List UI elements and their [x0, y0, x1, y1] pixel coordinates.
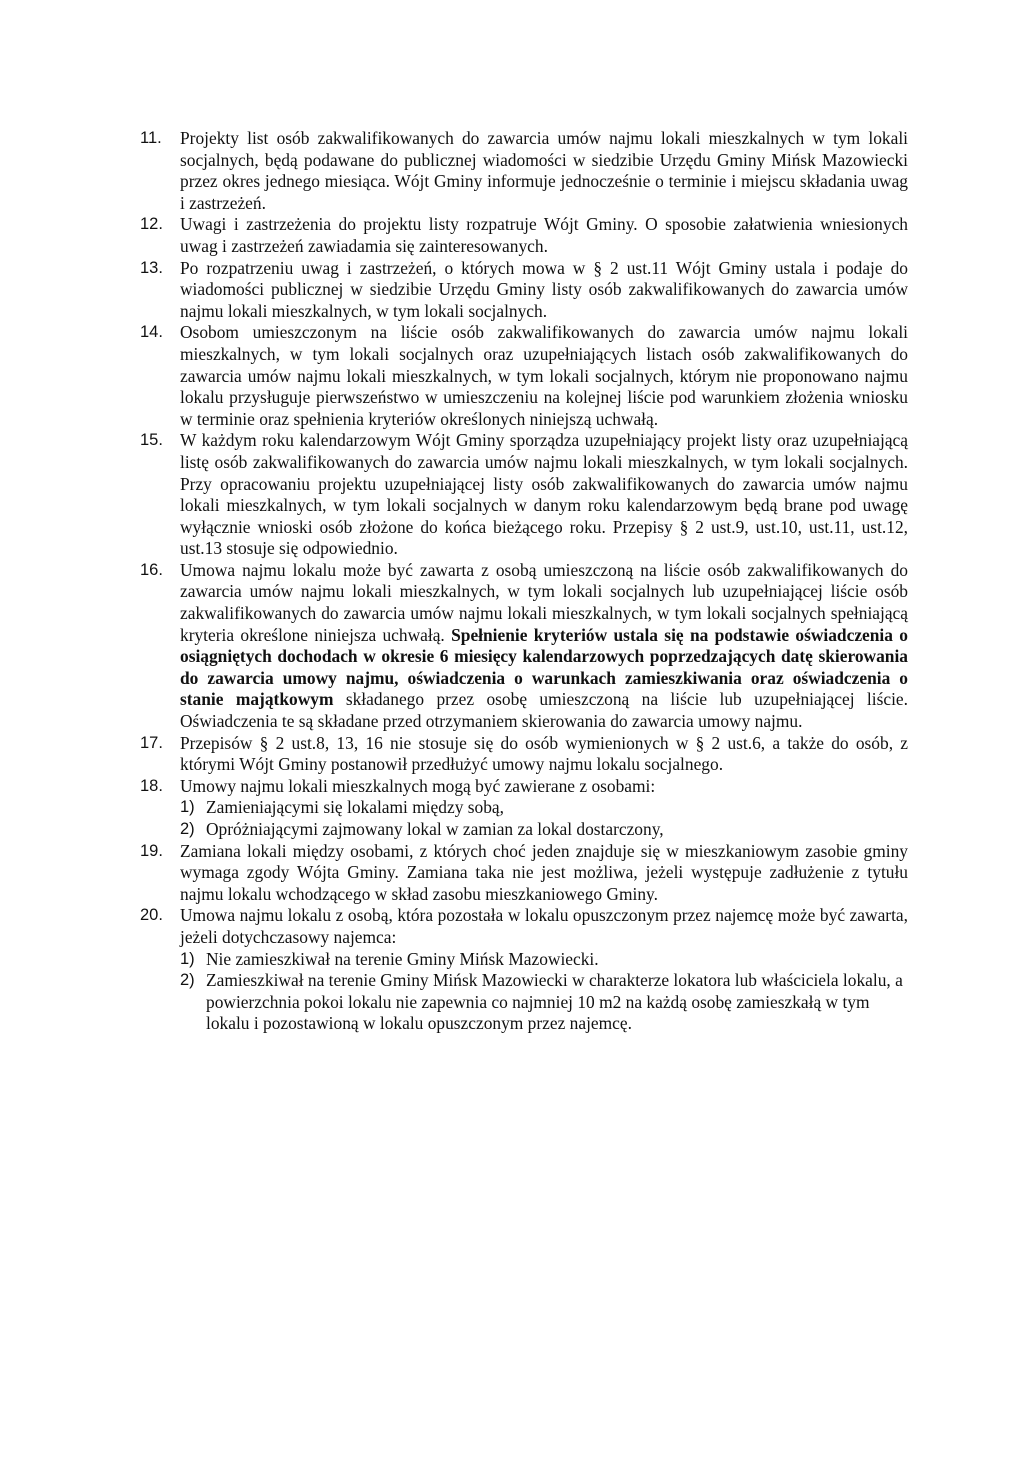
- point-text: Zamieszkiwał na terenie Gminy Mińsk Mazowiecki w charakterze lokatora lub właściciela lokalu, a powierzchnia pokoi lokalu nie zapewnia co najmniej 10 m2 na każdą osobę zamieszkałą w tym lokalu i pozostawioną w lokalu opuszczonym przez najemcę.: [206, 970, 903, 1034]
- paragraph-18-point-2: [140, 819, 908, 841]
- point-text: Opróżniającymi zajmowany lokal w zamian za lokal dostarczony,: [206, 819, 664, 839]
- paragraph-text: Zamiana lokali między osobami, z których choć jeden znajduje się w mieszkaniowym zasobie gminy wymaga zgody Wójta Gminy. Zamiana taka nie jest możliwa, jeżeli występuje zadłużenie z tytułu najmu lokalu wchodzącego w skład zasobu mieszkaniowego Gminy.: [180, 840, 908, 904]
- paragraph-number: 13.: [140, 258, 163, 277]
- paragraph-text: Umowy najmu lokali mieszkalnych mogą być zawierane z osobami:: [180, 775, 656, 796]
- paragraph-text-continued: składanego przez osobę umieszczoną na liście lub uzupełniającej liście. Oświadczenia te są składane przed otrzymaniem skierowania do zawarcia umowy najmu.: [180, 689, 908, 732]
- paragraph-number: 14.: [140, 323, 163, 342]
- paragraph-text: Osobom umieszczonym na liście osób zakwalifikowanych do zawarcia umów najmu lokali mieszkalnych, w tym lokali socjalnych oraz uzupełniających listach osób zakwalifikowanych do zawarcia umów najmu lokali mieszkalnych, w tym lokali socjalnych, którym nie proponowano najmu lokalu przysługuje pierwszeństwo w umieszczeniu na kolejnej liście pod warunkiem złożenia wniosku w terminie oraz spełnienia kryteriów określonych niniejszą uchwałą.: [180, 322, 908, 429]
- paragraph-text: Projekty list osób zakwalifikowanych do zawarcia umów najmu lokali mieszkalnych w tym lokali socjalnych, będą podawane do publicznej wiadomości w siedzibie Urzędu Gminy Mińsk Mazowiecki przez okres jednego miesiąca. Wójt Gminy informuje jednocześnie o terminie i miejscu składania uwag i zastrzeżeń.: [180, 128, 908, 213]
- point-text: Zamieniającymi się lokalami między sobą,: [206, 797, 504, 818]
- paragraph-18: [140, 776, 908, 798]
- paragraph-19: [140, 841, 908, 906]
- paragraph-15: [140, 430, 908, 560]
- paragraph-17: [140, 733, 908, 776]
- paragraph-number: 12.: [140, 215, 163, 234]
- paragraph-number: 20.: [140, 906, 163, 925]
- paragraph-text: Po rozpatrzeniu uwag i zastrzeżeń, o których mowa w § 2 ust.11 Wójt Gminy ustala i podaje do wiadomości publicznej w siedzibie Urzędu Gminy listy osób zakwalifikowanych do zawarcia umów najmu lokali mieszkalnych, w tym lokali socjalnych.: [180, 257, 908, 321]
- paragraph-18-point-1: [140, 797, 908, 819]
- point-number: 1): [180, 798, 195, 817]
- paragraph-20: [140, 905, 908, 948]
- paragraph-text: W każdym roku kalendarzowym Wójt Gminy sporządza uzupełniający projekt listy oraz uzupełniającą listę osób zakwalifikowanych do zawarcia umów najmu lokali mieszkalnych, w tym lokali socjalnych. Przy opracowaniu projektu uzupełniającej listy osób zakwalifikowanych do zawarcia umów najmu lokali mieszkalnych, w tym lokali socjalnych w danym roku kalendarzowym będą brane pod uwagę wyłącznie wnioski osób złożone do końca bieżącego roku. Przepisy § 2 ust.9, ust.10, ust.11, ust.12, ust.13 stosuje się odpowiednio.: [180, 430, 908, 559]
- paragraph-11: [140, 128, 908, 214]
- paragraph-20-point-2: [140, 970, 908, 1035]
- paragraph-text: Umowa najmu lokalu z osobą, która pozostała w lokalu opuszczonym przez najemcę może być zawarta, jeżeli dotychczasowy najemca:: [180, 905, 908, 947]
- paragraph-number: 17.: [140, 733, 163, 752]
- paragraph-number: 11.: [140, 129, 162, 147]
- paragraph-16: [140, 560, 908, 733]
- paragraph-14: [140, 322, 908, 430]
- paragraph-13: [140, 258, 908, 323]
- paragraph-number: 18.: [140, 776, 163, 795]
- paragraph-20-point-1: [140, 949, 908, 971]
- point-number: 2): [180, 820, 195, 838]
- paragraph-number: 15.: [140, 431, 163, 450]
- point-text: Nie zamieszkiwał na terenie Gminy Mińsk Mazowiecki.: [206, 948, 599, 969]
- paragraph-12: [140, 214, 908, 257]
- point-number: 2): [180, 971, 195, 990]
- paragraph-bold-text: Spełnienie kryteriów ustala się na podstawie oświadczenia o osiągniętych dochodach w okresie 6 miesięcy kalendarzowych poprzedzających datę skierowania do zawarcia umowy najmu, oświadczenia o warunkach zamieszkiwania oraz oświadczenia o stanie majątkowym: [180, 624, 908, 710]
- paragraph-number: 19.: [140, 841, 163, 860]
- point-number: 1): [180, 949, 195, 968]
- paragraph-text: Przepisów § 2 ust.8, 13, 16 nie stosuje się do osób wymienionych w § 2 ust.6, a także do osób, z którymi Wójt Gminy postanowił przedłużyć umowy najmu lokalu socjalnego.: [180, 732, 908, 775]
- regulation-text: [140, 128, 908, 1035]
- paragraph-text: Uwagi i zastrzeżenia do projektu listy rozpatruje Wójt Gminy. O sposobie załatwienia wniesionych uwag i zastrzeżeń zawiadamia się zainteresowanych.: [180, 214, 908, 256]
- paragraph-text: Umowa najmu lokalu może być zawarta z osobą umieszczoną na liście osób zakwalifikowanych do zawarcia umów najmu lokali mieszkalnych, w tym lokali socjalnych lub uzupełniającej liście osób zakwalifikowanych do zawarcia umów najmu lokali mieszkalnych, w tym lokali socjalnych spełniającą kryteria określone niniejsza uchwałą.: [180, 559, 908, 645]
- paragraph-number: 16.: [140, 560, 163, 579]
